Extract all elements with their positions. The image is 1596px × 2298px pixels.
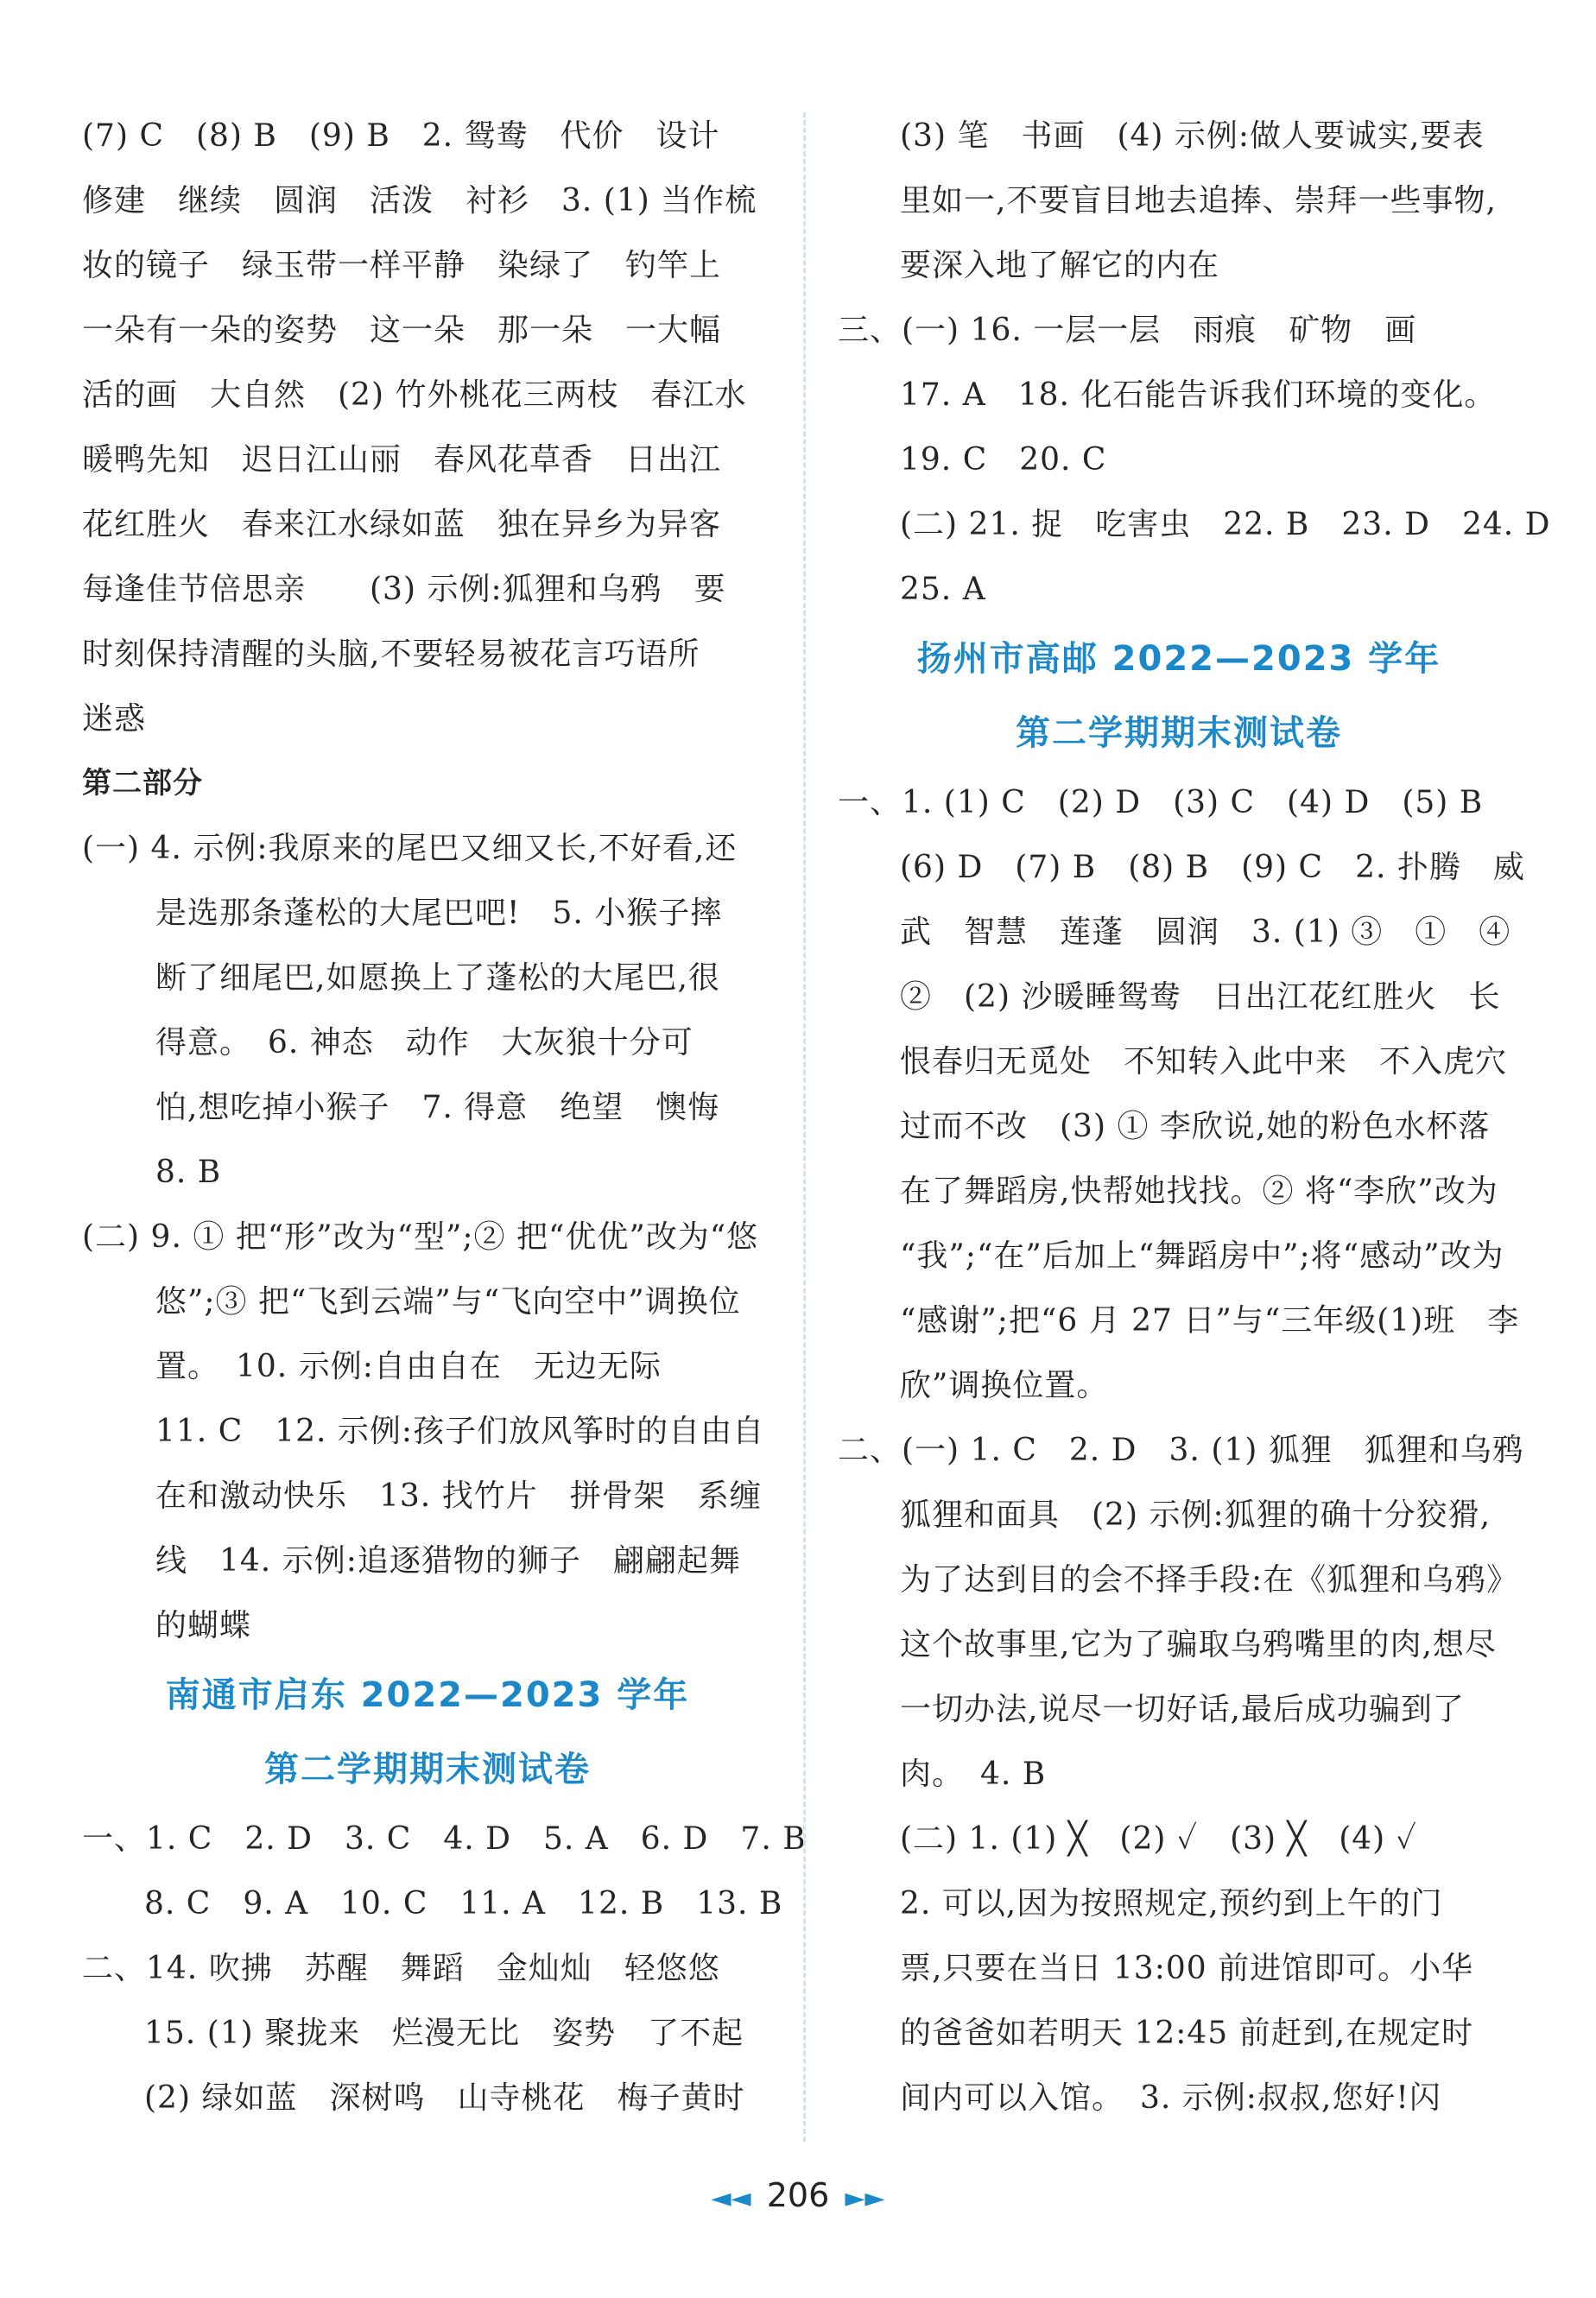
answer-line: (一) 4. 示例:我原来的尾巴又细又长,不好看,还 [82,831,738,866]
column-divider [803,112,806,2142]
next-arrows-icon: ►► [845,2183,885,2213]
answer-line: 2. 可以,因为按照规定,预约到上午的门 [900,1886,1443,1921]
answer-line: 一切办法,说尽一切好话,最后成功骗到了 [900,1692,1465,1727]
section-heading: 扬州市高邮 2022—2023 学年 [916,639,1441,679]
answer-line: 妆的镜子 绿玉带一样平静 染绿了 钓竿上 [82,248,722,283]
answer-line: 修建 继续 圆润 活泼 衬衫 3. (1) 当作梳 [82,183,757,218]
answer-line: 15. (1) 聚拢来 烂漫无比 姿势 了不起 [144,2016,744,2051]
answer-line: 19. C 20. C [900,442,1107,478]
answer-line: 一、1. (1) C (2) D (3) C (4) D (5) B [838,785,1484,820]
answer-line: (7) C (8) B (9) B 2. 鸳鸯 代价 设计 [82,118,720,154]
prev-arrows-icon: ◄◄ [711,2183,751,2213]
answer-line: 时刻保持清醒的头脑,不要轻易被花言巧语所 [82,636,700,672]
section-heading: 第二学期期末测试卷 [1016,713,1342,753]
answer-line: 一朵有一朵的姿势 这一朵 那一朵 一大幅 [82,313,722,348]
part-label: 第二部分 [82,766,203,801]
answer-line: 武 智慧 莲蓬 圆润 3. (1) ③ ① ④ [900,915,1511,950]
answer-line: 的蝴蝶 [155,1608,252,1643]
answer-line: 是选那条蓬松的大尾巴吧! 5. 小猴子摔 [155,896,723,931]
section-heading: 第二学期期末测试卷 [264,1750,591,1789]
answer-line: 恨春归无觅处 不知转入此中来 不入虎穴 [900,1044,1508,1079]
answer-line: 一、1. C 2. D 3. C 4. D 5. A 6. D 7. B [82,1821,807,1857]
answer-line: 迷惑 [82,701,147,737]
answer-line: 二、14. 吹拂 苏醒 舞蹈 金灿灿 轻悠悠 [82,1951,720,1986]
answer-line: 间内可以入馆。 3. 示例:叔叔,您好!闪 [900,2080,1441,2116]
answer-line: 为了达到目的会不择手段:在《狐狸和乌鸦》 [900,1562,1519,1598]
answer-line: 活的画 大自然 (2) 竹外桃花三两枝 春江水 [82,377,747,413]
answer-line: 票,只要在当日 13:00 前进馆即可。小华 [900,1951,1474,1986]
left-column [82,104,807,2130]
answer-line: 狐狸和面具 (2) 示例:狐狸的确十分狡猾, [900,1497,1492,1533]
answer-line: 8. B [155,1155,222,1190]
answer-line: 三、(一) 16. 一层一层 雨痕 矿物 画 [838,313,1417,348]
answer-line: (二) 1. (1) ╳ (2) ✓ (3) ╳ (4) ✓ [900,1821,1417,1857]
answer-line: 二、(一) 1. C 2. D 3. (1) 狐狸 狐狸和乌鸦 [838,1433,1524,1468]
answer-line: 要深入地了解它的内在 [900,248,1220,283]
answer-line: (2) 绿如蓝 深树鸣 山寺桃花 梅子黄时 [144,2080,745,2116]
page-footer [0,2176,1596,2214]
answer-line: 花红胜火 春来江水绿如蓝 独在异乡为异客 [82,507,722,542]
answer-line: 线 14. 示例:追逐猎物的狮子 翩翩起舞 [155,1543,741,1579]
answer-line: 断了细尾巴,如愿换上了蓬松的大尾巴,很 [155,960,720,996]
section-heading: 南通市启东 2022—2023 学年 [165,1675,690,1715]
answer-line: 17. A 18. 化石能告诉我们环境的变化。 [900,377,1497,413]
answer-line: 在和激动快乐 13. 找竹片 拼骨架 系缠 [155,1478,762,1514]
answer-line: 11. C 12. 示例:孩子们放风筝时的自由自 [155,1414,765,1449]
answer-line: “我”;“在”后加上“舞蹈房中”;将“感动”改为 [900,1238,1504,1274]
answer-line: 悠”;③ 把“飞到云端”与“飞向空中”调换位 [155,1284,741,1320]
answer-line: 25. A [900,572,986,607]
answer-line: 这个故事里,它为了骗取乌鸦嘴里的肉,想尽 [900,1627,1497,1662]
answer-line: 过而不改 (3) ① 李欣说,她的粉色水杯落 [900,1109,1491,1144]
page-number: 206 [766,2176,830,2214]
answer-line: (3) 笔 书画 (4) 示例:做人要诚实,要表 [900,118,1485,154]
answer-line: 得意。 6. 神态 动作 大灰狼十分可 [155,1025,694,1060]
answer-line: 在了舞蹈房,快帮她找找。② 将“李欣”改为 [900,1174,1498,1209]
answer-line: “感谢”;把“6 月 27 日”与“三年级(1)班 李 [900,1303,1520,1339]
answer-line: 怕,想吃掉小猴子 7. 得意 绝望 懊悔 [155,1090,720,1125]
answer-line: 8. C 9. A 10. C 11. A 12. B 13. B [144,1886,783,1921]
answer-line: (6) D (7) B (8) B (9) C 2. 扑腾 威 [900,850,1525,885]
answer-line: 里如一,不要盲目地去追捧、崇拜一些事物, [900,183,1497,218]
answer-line: 的爸爸如若明天 12:45 前赶到,在规定时 [900,2016,1474,2051]
answer-line: ② (2) 沙暖睡鸳鸯 日出江花红胜火 长 [900,979,1501,1015]
answer-line: 暖鸭先知 迟日江山丽 春风花草香 日出江 [82,442,722,478]
right-column [838,104,1551,2130]
answer-line: (二) 9. ① 把“形”改为“型”;② 把“优优”改为“悠 [82,1219,759,1255]
answer-line: 置。 10. 示例:自由自在 无边无际 [155,1349,662,1384]
answer-line: (二) 21. 捉 吃害虫 22. B 23. D 24. D [900,507,1551,542]
answer-line: 欣”调换位置。 [900,1368,1109,1403]
answer-line: 每逢佳节倍思亲 (3) 示例:狐狸和乌鸦 要 [82,572,726,607]
answer-line: 肉。 4. B [900,1757,1047,1792]
